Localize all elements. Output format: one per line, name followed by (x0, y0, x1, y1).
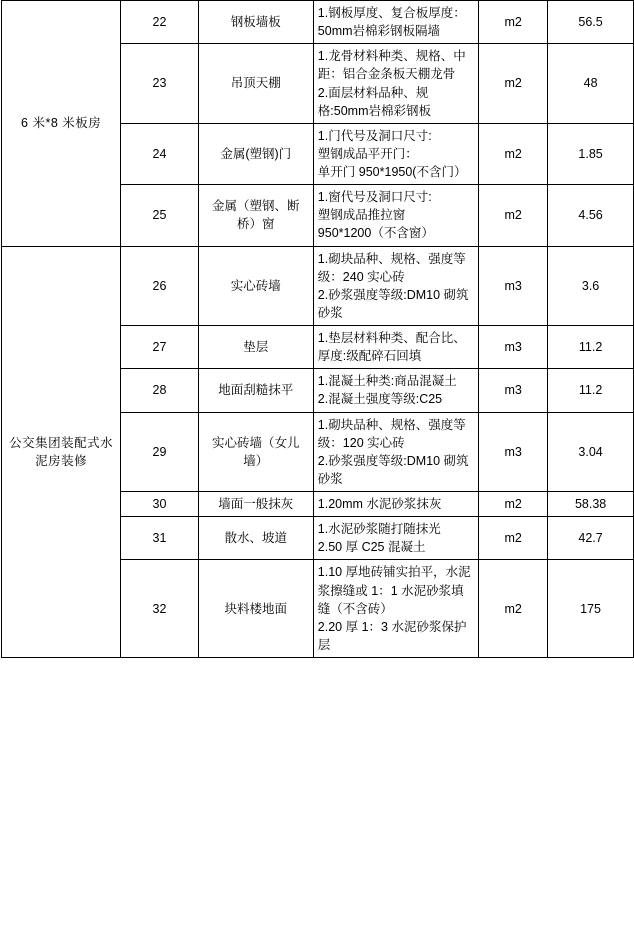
item-description-cell (313, 1, 478, 44)
row-number-cell: 32 (121, 560, 198, 658)
item-name-cell: 金属（塑钢、断桥）窗 (198, 185, 313, 246)
unit-cell: m3 (479, 246, 548, 326)
description-line: 1.垫层材料种类、配合比、厚度:级配碎石回填 (317, 331, 466, 364)
table-row (2, 246, 634, 326)
row-number-cell: 31 (121, 517, 198, 560)
description-line: 1.钢板厚度、复合板厚度：50mm岩棉彩钢板隔墙 (317, 6, 466, 39)
description-line: 1.砌块品种、规格、强度等级：120 实心砖 (317, 417, 466, 450)
item-name-cell: 垫层 (198, 326, 313, 369)
unit-cell: m3 (479, 369, 548, 412)
item-description-cell (313, 492, 478, 517)
row-number-cell: 26 (121, 246, 198, 326)
item-name-cell: 散水、坡道 (198, 517, 313, 560)
unit-cell: m3 (479, 412, 548, 492)
description-line: 塑钢成品平开门： (317, 146, 418, 161)
description-line: 1.砌块品种、规格、强度等级：240 实心砖 (317, 251, 466, 284)
item-description-cell (313, 369, 478, 412)
row-number-cell: 30 (121, 492, 198, 517)
item-name-cell: 吊顶天棚 (198, 44, 313, 124)
quantity-cell: 4.56 (548, 185, 634, 246)
item-description-cell (313, 560, 478, 658)
quantity-cell: 175 (548, 560, 634, 658)
unit-cell: m2 (479, 185, 548, 246)
quantity-cell: 48 (548, 44, 634, 124)
quantity-cell: 11.2 (548, 369, 634, 412)
row-number-cell: 25 (121, 185, 198, 246)
row-number-cell: 23 (121, 44, 198, 124)
group-name-cell: 6 米*8 米板房 (2, 1, 121, 247)
quantity-cell: 11.2 (548, 326, 634, 369)
item-name-cell: 钢板墙板 (198, 1, 313, 44)
description-line: 1.窗代号及洞口尺寸: (317, 190, 432, 205)
row-number-cell: 28 (121, 369, 198, 412)
quantity-cell: 42.7 (548, 517, 634, 560)
description-line: 1.20mm 水泥砂浆抹灰 (317, 497, 442, 511)
unit-cell: m2 (479, 517, 548, 560)
quantity-cell: 3.6 (548, 246, 634, 326)
quantity-cell: 3.04 (548, 412, 634, 492)
description-line: 塑钢成品推拉窗 (317, 208, 406, 223)
description-line: 2.50 厚 C25 混凝土 (317, 540, 426, 555)
item-name-cell: 地面刮糙抹平 (198, 369, 313, 412)
description-line: 2.砂浆强度等级:DM10 砌筑砂浆 (317, 287, 469, 320)
item-name-cell: 实心砖墙（女儿墙） (198, 412, 313, 492)
item-description-cell (313, 412, 478, 492)
row-number-cell: 24 (121, 123, 198, 184)
item-description-cell (313, 123, 478, 184)
item-description-cell (313, 246, 478, 326)
table-body (2, 1, 634, 658)
description-line: 1.门代号及洞口尺寸: (317, 128, 432, 143)
item-description-cell (313, 44, 478, 124)
item-description-cell (313, 185, 478, 246)
row-number-cell: 27 (121, 326, 198, 369)
description-line: 1.龙骨材料种类、规格、中距：铝合金条板天棚龙骨 (317, 49, 466, 82)
description-line: 1.10 厚地砖铺实拍平，水泥浆擦缝或 1：1 水泥砂浆填缝（不含砖） (317, 565, 471, 616)
item-description-cell (313, 326, 478, 369)
unit-cell: m2 (479, 1, 548, 44)
description-line: 单开门 950*1950(不含门） (317, 165, 467, 179)
item-name-cell: 实心砖墙 (198, 246, 313, 326)
description-line: 1.混凝土种类:商品混凝土 (317, 374, 457, 389)
item-name-cell: 金属(塑钢)门 (198, 123, 313, 184)
description-line: 2.砂浆强度等级:DM10 砌筑砂浆 (317, 453, 469, 486)
group-name-cell: 公交集团装配式水泥房装修 (2, 246, 121, 658)
unit-cell: m2 (479, 44, 548, 124)
unit-cell: m2 (479, 560, 548, 658)
item-name-cell: 墙面一般抹灰 (198, 492, 313, 517)
unit-cell: m2 (479, 123, 548, 184)
description-line: 2.混凝土强度等级:C25 (317, 392, 443, 407)
item-description-cell (313, 517, 478, 560)
quantity-cell: 1.85 (548, 123, 634, 184)
table-row (2, 1, 634, 44)
row-number-cell: 22 (121, 1, 198, 44)
quantity-cell: 58.38 (548, 492, 634, 517)
row-number-cell: 29 (121, 412, 198, 492)
description-line: 1.水泥砂浆随打随抹光 (317, 522, 441, 537)
item-name-cell: 块料楼地面 (198, 560, 313, 658)
bill-of-quantities-table (1, 0, 634, 658)
description-line: 2.20 厚 1：3 水泥砂浆保护层 (317, 619, 467, 652)
unit-cell: m2 (479, 492, 548, 517)
quantity-cell: 56.5 (548, 1, 634, 44)
description-line: 2.面层材料品种、规格:50mm岩棉彩钢板 (317, 85, 431, 118)
description-line: 950*1200（不含窗） (317, 226, 434, 241)
unit-cell: m3 (479, 326, 548, 369)
